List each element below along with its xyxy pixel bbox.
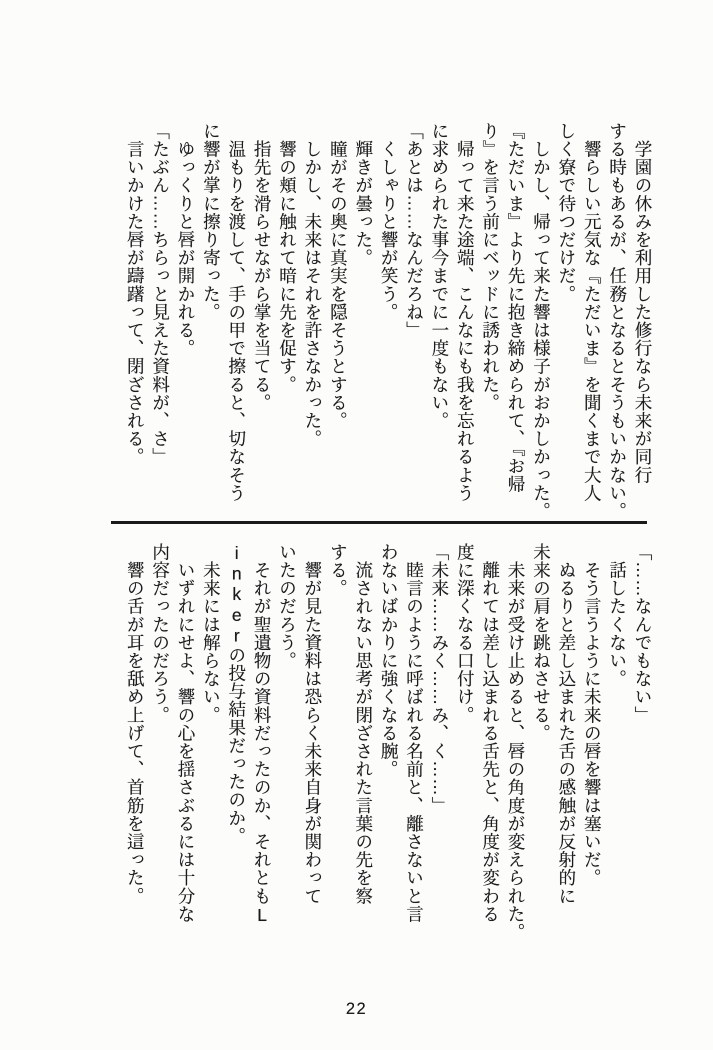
text-column: 度に深くなる口付け。 bbox=[455, 543, 476, 724]
text-column: ゆっくりと唇が開かれる。 bbox=[175, 122, 196, 358]
page-number: 22 bbox=[345, 1000, 368, 1018]
text-column: 睦言のように呼ばれる名前と、離さないと言 bbox=[404, 543, 425, 924]
text-column: 話したくない。 bbox=[607, 543, 628, 688]
text-column: 響らしい元気な『ただいま』を聞くまで大人 bbox=[582, 122, 603, 503]
text-column: 響が見た資料は恐らく未来自身が関わって bbox=[302, 543, 323, 905]
text-column: 『ただいま』より先に抱き締められて、『お帰 bbox=[506, 122, 527, 494]
text-column: 温もりを渡して、手の甲で擦ると、切なそう bbox=[226, 122, 247, 503]
text-column: くしゃりと響が笑う。 bbox=[379, 122, 400, 322]
text-column: 「たぶん……ちらっと見えた資料が、さ」 bbox=[150, 122, 171, 466]
text-column: 流されない思考が閉ざされた言葉の先を察 bbox=[353, 543, 374, 905]
text-block-top bbox=[119, 122, 655, 522]
text-column: わないばかりに強くなる腕。 bbox=[379, 543, 400, 779]
text-column: しかし、帰って来た響は様子がおかしかった。 bbox=[531, 122, 552, 521]
text-column: 響の舌が耳を舐め上げて、首筋を這った。 bbox=[125, 543, 146, 905]
text-column: 輝きが曇った。 bbox=[353, 122, 374, 267]
text-block-bottom bbox=[119, 543, 655, 943]
text-column: それが聖遺物の資料だったのか、それともL bbox=[252, 543, 273, 926]
text-column: 内容だったのだろう。 bbox=[150, 543, 171, 724]
text-column: しかし、未来はそれを許さなかった。 bbox=[302, 122, 323, 448]
text-column: 言いかけた唇が躊躇って、閉ざされる。 bbox=[125, 122, 146, 466]
text-column: する時もあるが、任務となるとそうもいかない。 bbox=[607, 122, 628, 521]
text-column: inkerの投与結果だったのか。 bbox=[226, 543, 247, 846]
text-column: り』を言う前にベッドに誘われた。 bbox=[480, 122, 501, 412]
text-column: そう言うように未来の唇を響は塞いだ。 bbox=[582, 543, 603, 887]
text-column: 未来には解らない。 bbox=[201, 543, 222, 724]
text-column: 帰って来た途端、こんなにも我を忘れるよう bbox=[455, 122, 476, 503]
text-column: 「未来……みく……み、く……」 bbox=[429, 543, 450, 815]
text-column: 響の頬に触れて暗に先を促す。 bbox=[277, 122, 298, 394]
text-column: に響が掌に擦り寄った。 bbox=[201, 122, 222, 322]
text-column: しく寮で待つだけだ。 bbox=[556, 122, 577, 303]
text-column: 瞳がその奥に真実を隠そうとする。 bbox=[328, 122, 349, 430]
text-column: いずれにせよ、響の心を揺さぶるには十分な bbox=[175, 543, 196, 924]
text-column: に求められた事今までに一度もない。 bbox=[429, 122, 450, 430]
text-column: 離れては差し込まれる舌先と、角度が変わる bbox=[480, 543, 501, 924]
text-column: ぬるりと差し込まれた舌の感触が反射的に bbox=[556, 543, 577, 905]
text-column: 学園の休みを利用した修行なら未来が同行 bbox=[633, 122, 653, 484]
text-column: 「あとは……なんだろね」 bbox=[404, 122, 425, 340]
text-column: 未来が受け止めると、唇の角度が変えられた。 bbox=[506, 543, 527, 942]
text-column: 未来の肩を跳ねさせる。 bbox=[531, 543, 552, 743]
text-column: いたのだろう。 bbox=[277, 543, 298, 670]
text-column: 「……なんでもない」 bbox=[633, 543, 653, 724]
divider-rule bbox=[111, 521, 647, 524]
text-column: する。 bbox=[328, 543, 349, 598]
text-column: 指先を滑らせながら掌を当てる。 bbox=[252, 122, 273, 412]
